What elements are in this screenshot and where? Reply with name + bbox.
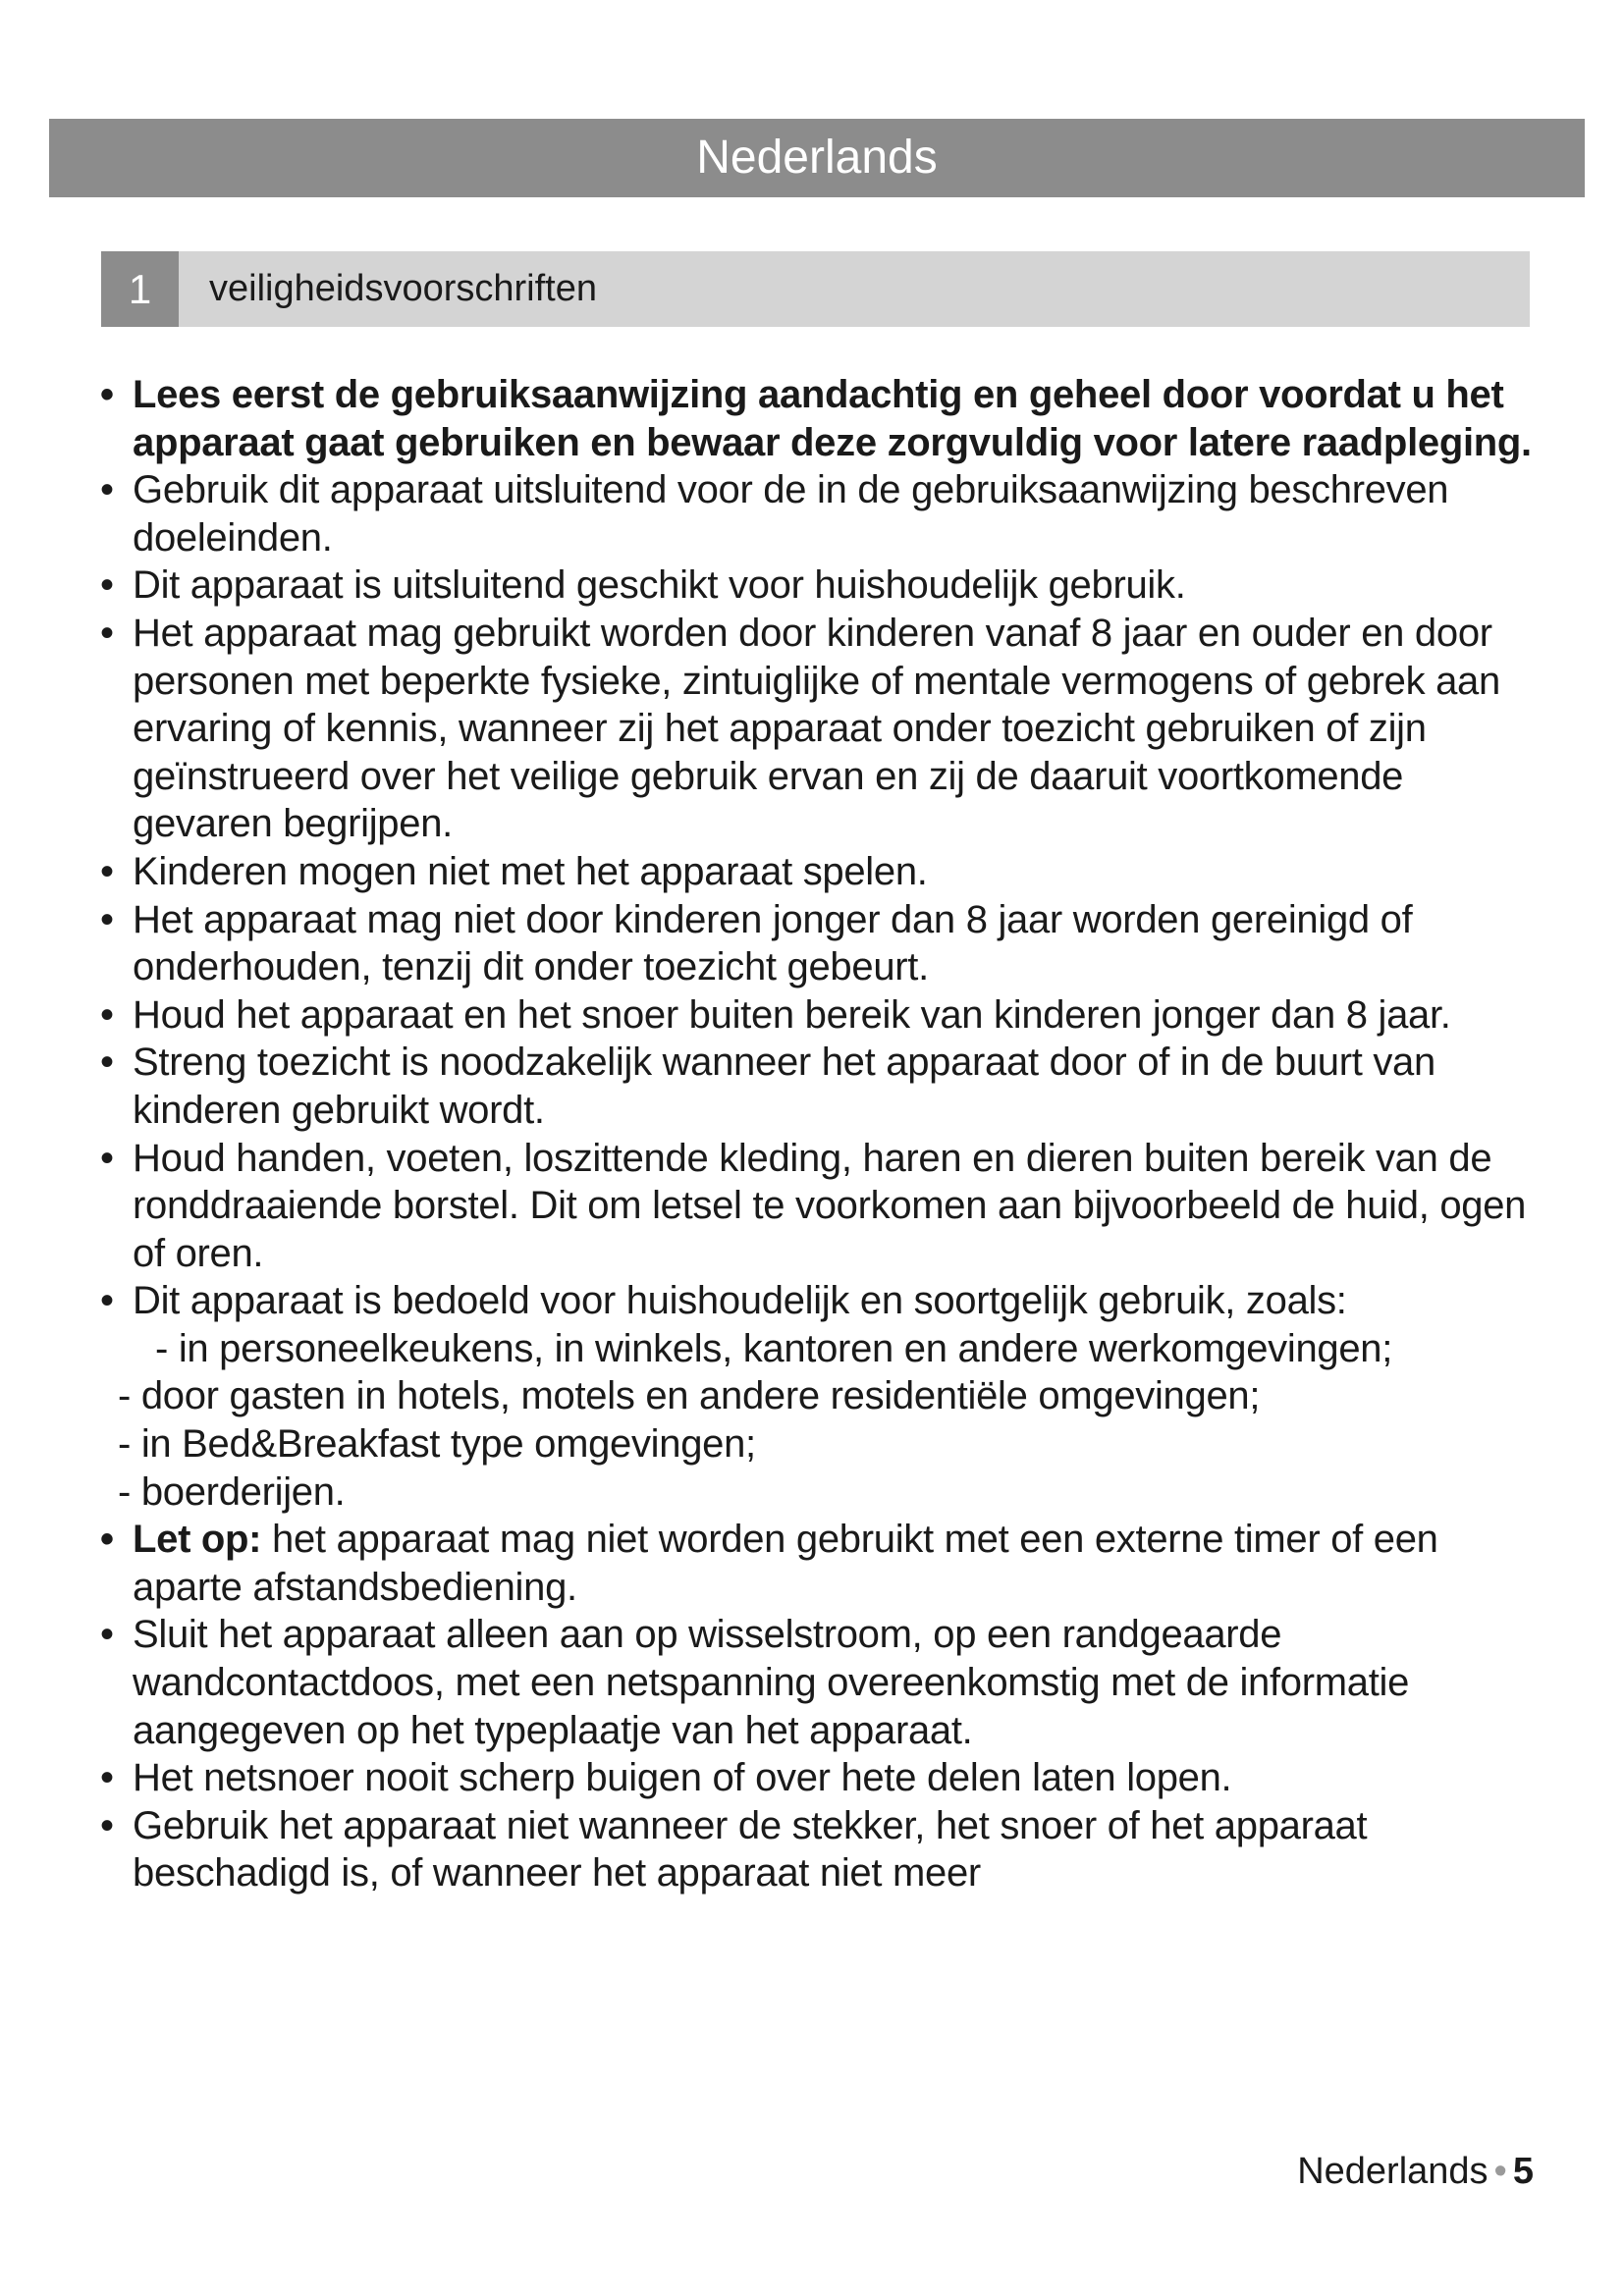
sub-list-item: - door gasten in hotels, motels en andere residentiële omgevingen; xyxy=(118,1374,1261,1418)
list-item: • Dit apparaat is bedoeld voor huishoudelijk en soortgelijk gebruik, zoals: xyxy=(98,1277,1532,1325)
bullet: • xyxy=(100,1756,114,1800)
bullet: • xyxy=(100,1279,114,1323)
section-header xyxy=(101,251,1530,327)
list-item: • Lees eerst de gebruiksaanwijzing aandachtig en geheel door voordat u het apparaat gaat gebruiken en bewaar deze zorgvuldig voor latere raadpleging. xyxy=(100,373,1532,464)
list-item: • Sluit het apparaat alleen aan op wisselstroom, op een randgeaarde wandcontactdoos, met een netspanning overeenkomstig met de informatie aangegeven op het typeplaatje van het apparaat. xyxy=(100,1613,1410,1752)
bullet: • xyxy=(100,1518,114,1562)
bullet: • xyxy=(100,611,114,655)
sub-list-item: - boerderijen. xyxy=(118,1469,346,1514)
language-banner-title: Nederlands xyxy=(696,132,938,184)
sub-list-item: - in Bed&Breakfast type omgevingen; xyxy=(118,1422,756,1467)
list-item: • Streng toezicht is noodzakelijk wanneer het apparaat door of in de buurt van kinderen gebruikt wordt. xyxy=(100,1041,1435,1132)
bullet: • xyxy=(100,563,114,608)
section-title: veiligheidsvoorschriften xyxy=(209,268,597,309)
footer-label: Nederlands xyxy=(1297,2151,1489,2192)
bullet: • xyxy=(100,1041,114,1085)
list-item: • Houd handen, voeten, loszittende kleding, haren en dieren buiten bereik van de ronddraaiende borstel. Dit om letsel te voorkomen aan bijvoorbeeld de huid, ogen of oren. xyxy=(100,1136,1527,1275)
bullet: • xyxy=(100,1613,114,1657)
list-item: • Houd het apparaat en het snoer buiten bereik van kinderen jonger dan 8 jaar. xyxy=(98,991,1532,1040)
section-number: 1 xyxy=(101,251,179,327)
list-item: • Kinderen mogen niet met het apparaat spelen. xyxy=(98,848,1532,896)
list-item: • Dit apparaat is uitsluitend geschikt voor huishoudelijk gebruik. xyxy=(98,561,1532,610)
bullet: • xyxy=(100,849,114,893)
list-item: • Het apparaat mag niet door kinderen jonger dan 8 jaar worden gereinigd of onderhouden, tenzij dit onder toezicht gebeurt. xyxy=(100,897,1413,989)
bullet: • xyxy=(100,1136,114,1180)
bullet: • xyxy=(100,1803,114,1847)
bullet: • xyxy=(100,468,114,512)
list-item: • Let op: het apparaat mag niet worden gebruikt met een externe timer of een aparte afstandsbediening. xyxy=(100,1518,1438,1609)
page-footer xyxy=(1297,2148,1534,2195)
language-banner xyxy=(49,119,1585,197)
list-item: • Het apparaat mag gebruikt worden door kinderen vanaf 8 jaar en ouder en door personen met beperkte fysieke, zintuiglijke of mentale vermogens of gebrek aan ervaring of kennis, wanneer zij het apparaat onder toezicht gebruiken of zijn geïnstrueerd over het veilige gebruik ervan en zij de daaruit voortkomende gevaren begrijpen. xyxy=(100,611,1500,846)
list-item: • Het netsnoer nooit scherp buigen of over hete delen laten lopen. xyxy=(98,1754,1532,1802)
bullet: • xyxy=(100,373,114,416)
page-number: 5 xyxy=(1512,2151,1534,2192)
bullet: • xyxy=(100,897,114,941)
list-item: • Gebruik dit apparaat uitsluitend voor de in de gebruiksaanwijzing beschreven doeleinden. xyxy=(100,468,1449,560)
bullet: • xyxy=(100,992,114,1037)
safety-instructions-list xyxy=(98,371,1532,1897)
footer-separator: • xyxy=(1493,2151,1507,2192)
list-item: • Gebruik het apparaat niet wanneer de stekker, het snoer of het apparaat beschadigd is, of wanneer het apparaat niet meer xyxy=(100,1803,1368,1896)
sub-list-item: - in personeelkeukens, in winkels, kantoren en andere werkomgevingen; xyxy=(155,1326,1393,1370)
warning-label: Let op: xyxy=(133,1518,262,1562)
